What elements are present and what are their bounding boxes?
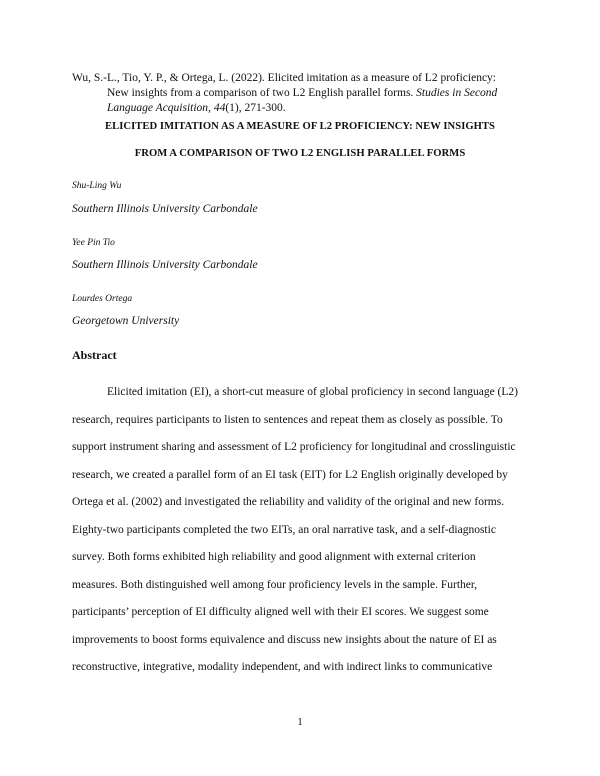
citation-journal-part2: Language Acquisition — [107, 102, 209, 114]
abstract-line: improvements to boost forms equivalence and discuss new insights about the nature of EI as — [72, 633, 497, 646]
abstract-line: Eighty-two participants completed the two EITs, an oral narrative task, and a self-diagnostic — [72, 523, 496, 536]
author-affiliation: Southern Illinois University Carbondale — [72, 259, 258, 271]
abstract-line: survey. Both forms exhibited high reliability and good alignment with external criterion — [72, 551, 476, 563]
author-affiliation: Southern Illinois University Carbondale — [72, 203, 258, 215]
citation-line-1: Wu, S.-L., Tio, Y. P., & Ortega, L. (2022). Elicited imitation as a measure of L2 proficiency: — [72, 72, 497, 84]
citation-volume: 44 — [213, 102, 226, 114]
abstract-line: support instrument sharing and assessment of L2 proficiency for longitudinal and crosslinguistic — [72, 441, 516, 453]
citation-journal-part1: Studies in Second — [416, 87, 498, 99]
citation-line-3: Language Acquisition, 44(1), 271-300. — [107, 102, 286, 114]
abstract-line: measures. Both distinguished well among four proficiency levels in the sample. Further, — [72, 578, 478, 591]
abstract-line: research, we created a parallel form of an EI task (EIT) for L2 English originally developed by — [72, 468, 508, 481]
citation-article-title-cont: New insights from a comparison of two L2 English parallel forms. — [107, 87, 414, 99]
author-affiliation: Georgetown University — [72, 315, 180, 327]
citation-line-2 — [72, 86, 532, 101]
abstract-line: reconstructive, integrative, modality independent, and with indirect links to communicative — [72, 661, 493, 673]
author-name: Shu-Ling Wu — [72, 181, 122, 191]
citation-issue-pages: (1), 271-300. — [225, 102, 286, 114]
author-name: Yee Pin Tio — [72, 238, 115, 248]
paper-title-line-1: ELICITED IMITATION AS A MEASURE OF L2 PROFICIENCY: NEW INSIGHTS — [105, 121, 495, 132]
abstract-line: participants’ perception of EI difficulty aligned well with their EI scores. We suggest some — [72, 606, 489, 618]
paper-title-line-2: FROM A COMPARISON OF TWO L2 ENGLISH PARALLEL FORMS — [134, 148, 466, 159]
author-name: Lourdes Ortega — [72, 294, 133, 304]
page-number: 1 — [297, 716, 303, 728]
citation — [72, 71, 532, 116]
abstract-heading: Abstract — [72, 348, 117, 362]
abstract-line: Elicited imitation (EI), a short-cut measure of global proficiency in second language (L2) — [107, 386, 518, 398]
abstract-body — [72, 379, 532, 682]
abstract-line: research, requires participants to listen to sentences and repeat them as closely as possible. To — [72, 413, 503, 426]
abstract-line: Ortega et al. (2002) and investigated the reliability and validity of the original and new forms. — [72, 496, 505, 508]
